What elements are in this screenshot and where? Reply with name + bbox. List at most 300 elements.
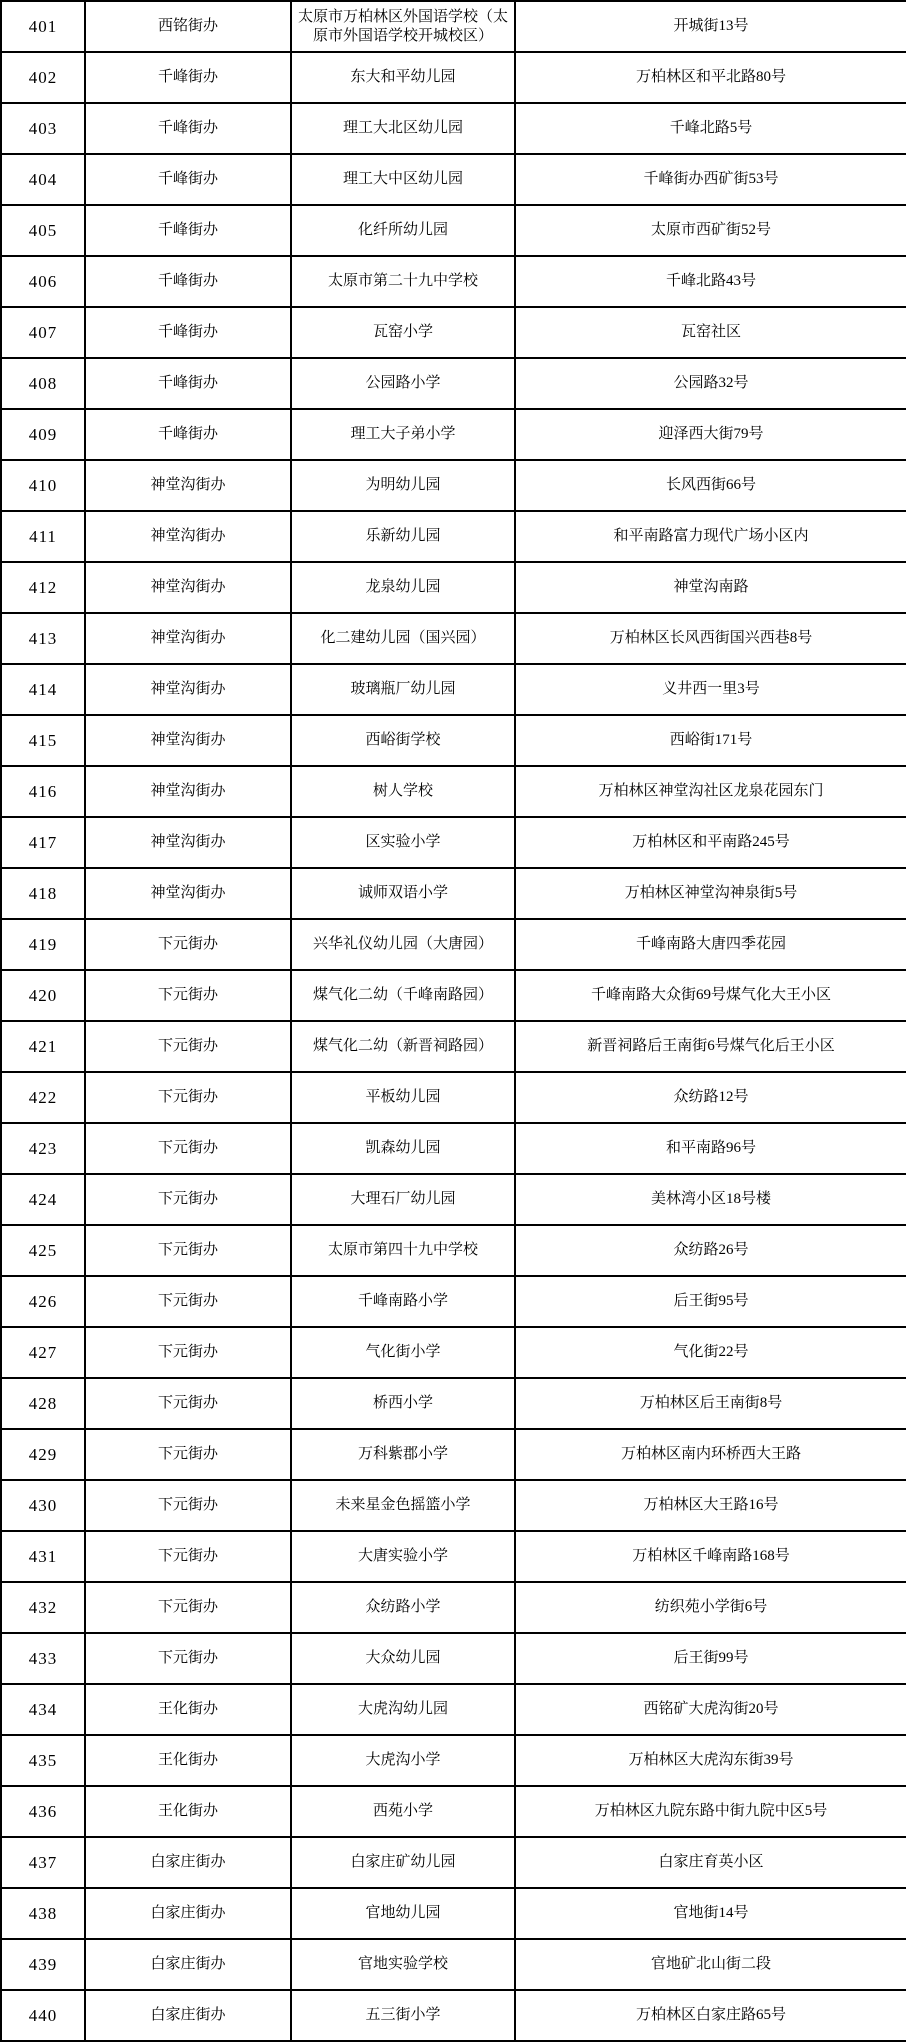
address-cell xyxy=(515,715,906,766)
school-name-cell xyxy=(291,613,515,664)
street-office-cell xyxy=(85,1072,291,1123)
row-number-cell-text: 406 xyxy=(28,272,58,291)
school-name-cell-text: 官地实验学校 xyxy=(357,1956,448,1972)
street-office-cell-text: 神堂沟街办 xyxy=(150,681,226,697)
row-number-cell xyxy=(1,205,85,256)
row-number-cell xyxy=(1,817,85,868)
street-office-cell xyxy=(85,1684,291,1735)
street-office-cell-text: 王化街办 xyxy=(157,1803,218,1819)
school-name-cell xyxy=(291,1684,515,1735)
street-office-cell xyxy=(85,1225,291,1276)
street-office-cell xyxy=(85,817,291,868)
row-number-cell xyxy=(1,409,85,460)
school-name-cell-text: 西苑小学 xyxy=(372,1803,433,1819)
address-cell xyxy=(515,358,906,409)
school-name-cell-text: 大唐实验小学 xyxy=(357,1548,448,1564)
row-number-cell-text: 410 xyxy=(28,476,58,495)
row-number-cell-text: 403 xyxy=(28,119,58,138)
address-cell-text: 义井西一里3号 xyxy=(662,681,760,697)
table-row xyxy=(1,715,906,766)
street-office-cell-text: 下元街办 xyxy=(157,1038,218,1054)
school-name-cell-text: 兴华礼仪幼儿园（大唐园） xyxy=(312,936,493,952)
row-number-cell xyxy=(1,1123,85,1174)
street-office-cell xyxy=(85,1837,291,1888)
street-office-cell xyxy=(85,1123,291,1174)
address-cell xyxy=(515,1633,906,1684)
row-number-cell xyxy=(1,256,85,307)
school-name-cell-text: 凯森幼儿园 xyxy=(365,1140,441,1156)
table-row xyxy=(1,1582,906,1633)
row-number-cell-text: 432 xyxy=(28,1598,58,1617)
row-number-cell-text: 407 xyxy=(28,323,58,342)
school-name-cell xyxy=(291,1225,515,1276)
school-name-cell-text: 万科紫郡小学 xyxy=(357,1446,448,1462)
street-office-cell-text: 神堂沟街办 xyxy=(150,477,226,493)
school-name-cell xyxy=(291,766,515,817)
street-office-cell xyxy=(85,1378,291,1429)
school-name-cell xyxy=(291,1174,515,1225)
street-office-cell-text: 下元街办 xyxy=(157,1089,218,1105)
row-number-cell xyxy=(1,511,85,562)
address-cell xyxy=(515,1735,906,1786)
address-cell-text: 神堂沟南路 xyxy=(673,579,749,595)
row-number-cell-text: 414 xyxy=(28,680,58,699)
address-cell-text: 西铭矿大虎沟街20号 xyxy=(643,1701,779,1717)
street-office-cell-text: 王化街办 xyxy=(157,1752,218,1768)
address-cell xyxy=(515,613,906,664)
school-name-cell xyxy=(291,358,515,409)
address-cell xyxy=(515,817,906,868)
street-office-cell xyxy=(85,562,291,613)
address-cell-text: 美林湾小区18号楼 xyxy=(650,1191,771,1207)
school-name-cell-text: 公园路小学 xyxy=(365,375,441,391)
school-name-cell-text: 平板幼儿园 xyxy=(365,1089,441,1105)
school-name-cell xyxy=(291,1582,515,1633)
row-number-cell-text: 409 xyxy=(28,425,58,444)
street-office-cell-text: 千峰街办 xyxy=(157,120,218,136)
street-office-cell-text: 千峰街办 xyxy=(157,426,218,442)
table-row xyxy=(1,1786,906,1837)
table-row xyxy=(1,205,906,256)
school-name-cell xyxy=(291,1276,515,1327)
school-name-cell-text: 桥西小学 xyxy=(372,1395,433,1411)
street-office-cell-text: 下元街办 xyxy=(157,1140,218,1156)
row-number-cell xyxy=(1,664,85,715)
street-office-cell-text: 千峰街办 xyxy=(157,171,218,187)
row-number-cell xyxy=(1,1,85,52)
row-number-cell xyxy=(1,613,85,664)
street-office-cell-text: 下元街办 xyxy=(157,1293,218,1309)
address-cell xyxy=(515,1480,906,1531)
address-cell xyxy=(515,460,906,511)
street-office-cell xyxy=(85,715,291,766)
row-number-cell-text: 438 xyxy=(28,1904,58,1923)
row-number-cell xyxy=(1,919,85,970)
school-name-cell-text: 气化街小学 xyxy=(365,1344,441,1360)
row-number-cell xyxy=(1,1174,85,1225)
school-name-cell xyxy=(291,52,515,103)
school-name-cell-text: 大虎沟幼儿园 xyxy=(357,1701,448,1717)
address-cell xyxy=(515,1837,906,1888)
address-cell-text: 太原市西矿街52号 xyxy=(650,222,771,238)
row-number-cell xyxy=(1,1735,85,1786)
address-cell-text: 和平南路96号 xyxy=(665,1140,756,1156)
street-office-cell-text: 白家庄街办 xyxy=(150,1905,226,1921)
table-row xyxy=(1,1531,906,1582)
street-office-cell-text: 西铭街办 xyxy=(157,18,218,34)
address-cell xyxy=(515,256,906,307)
row-number-cell xyxy=(1,1021,85,1072)
row-number-cell-text: 429 xyxy=(28,1445,58,1464)
row-number-cell xyxy=(1,1327,85,1378)
table-row xyxy=(1,1735,906,1786)
address-cell-text: 千峰南路大唐四季花园 xyxy=(635,936,786,952)
row-number-cell-text: 419 xyxy=(28,935,58,954)
table-row xyxy=(1,1123,906,1174)
address-cell xyxy=(515,52,906,103)
street-office-cell-text: 下元街办 xyxy=(157,987,218,1003)
row-number-cell-text: 439 xyxy=(28,1955,58,1974)
street-office-cell xyxy=(85,460,291,511)
address-cell xyxy=(515,664,906,715)
address-cell-text: 气化街22号 xyxy=(673,1344,749,1360)
street-office-cell-text: 下元街办 xyxy=(157,1242,218,1258)
address-cell xyxy=(515,1,906,52)
address-cell-text: 万柏林区和平南路245号 xyxy=(632,834,790,850)
table-row xyxy=(1,1174,906,1225)
school-table-body xyxy=(1,1,906,2041)
table-row xyxy=(1,52,906,103)
street-office-cell xyxy=(85,1735,291,1786)
street-office-cell-text: 下元街办 xyxy=(157,1446,218,1462)
address-cell-text: 万柏林区神堂沟社区龙泉花园东门 xyxy=(598,783,824,799)
row-number-cell-text: 424 xyxy=(28,1190,58,1209)
street-office-cell xyxy=(85,103,291,154)
row-number-cell-text: 435 xyxy=(28,1751,58,1770)
school-name-cell-text: 理工大中区幼儿园 xyxy=(342,171,463,187)
row-number-cell-text: 405 xyxy=(28,221,58,240)
table-row xyxy=(1,1276,906,1327)
address-cell-text: 瓦窑社区 xyxy=(680,324,741,340)
street-office-cell xyxy=(85,1786,291,1837)
street-office-cell xyxy=(85,1531,291,1582)
street-office-cell xyxy=(85,307,291,358)
row-number-cell xyxy=(1,103,85,154)
table-row xyxy=(1,1225,906,1276)
row-number-cell xyxy=(1,1939,85,1990)
school-name-cell-text: 化纤所幼儿园 xyxy=(357,222,448,238)
address-cell-text: 万柏林区大王路16号 xyxy=(643,1497,779,1513)
row-number-cell-text: 431 xyxy=(28,1547,58,1566)
school-name-cell xyxy=(291,919,515,970)
table-row xyxy=(1,1633,906,1684)
address-cell-text: 众纺路12号 xyxy=(673,1089,749,1105)
school-name-cell xyxy=(291,664,515,715)
school-name-cell-text: 众纺路小学 xyxy=(365,1599,441,1615)
street-office-cell xyxy=(85,205,291,256)
table-row xyxy=(1,1,906,52)
street-office-cell xyxy=(85,1633,291,1684)
row-number-cell-text: 418 xyxy=(28,884,58,903)
street-office-cell-text: 白家庄街办 xyxy=(150,2007,226,2023)
row-number-cell-text: 422 xyxy=(28,1088,58,1107)
address-cell-text: 万柏林区九院东路中街九院中区5号 xyxy=(594,1803,828,1819)
address-cell xyxy=(515,1939,906,1990)
row-number-cell xyxy=(1,1531,85,1582)
row-number-cell xyxy=(1,52,85,103)
school-name-cell-text: 煤气化二幼（千峰南路园） xyxy=(312,987,493,1003)
street-office-cell-text: 下元街办 xyxy=(157,1650,218,1666)
street-office-cell-text: 下元街办 xyxy=(157,936,218,952)
address-cell-text: 公园路32号 xyxy=(673,375,749,391)
street-office-cell xyxy=(85,1276,291,1327)
row-number-cell-text: 421 xyxy=(28,1037,58,1056)
row-number-cell xyxy=(1,1429,85,1480)
school-name-cell xyxy=(291,715,515,766)
school-name-cell xyxy=(291,409,515,460)
school-name-cell xyxy=(291,511,515,562)
street-office-cell-text: 神堂沟街办 xyxy=(150,783,226,799)
address-cell-text: 纺织苑小学街6号 xyxy=(654,1599,768,1615)
address-cell-text: 千峰南路大众街69号煤气化大王小区 xyxy=(590,987,831,1003)
school-name-cell xyxy=(291,1633,515,1684)
row-number-cell-text: 427 xyxy=(28,1343,58,1362)
school-name-cell xyxy=(291,970,515,1021)
row-number-cell-text: 436 xyxy=(28,1802,58,1821)
school-name-cell-text: 官地幼儿园 xyxy=(365,1905,441,1921)
school-name-cell-text: 化二建幼儿园（国兴园） xyxy=(320,630,486,646)
street-office-cell xyxy=(85,1888,291,1939)
street-office-cell xyxy=(85,613,291,664)
school-name-cell xyxy=(291,307,515,358)
address-cell-text: 白家庄育英小区 xyxy=(658,1854,764,1870)
street-office-cell xyxy=(85,919,291,970)
school-name-cell-text: 白家庄矿幼儿园 xyxy=(350,1854,456,1870)
address-cell xyxy=(515,103,906,154)
address-cell-text: 万柏林区大虎沟东街39号 xyxy=(628,1752,794,1768)
address-cell-text: 开城街13号 xyxy=(673,18,749,34)
school-name-cell xyxy=(291,154,515,205)
school-name-cell xyxy=(291,1735,515,1786)
school-name-cell xyxy=(291,205,515,256)
address-cell-text: 万柏林区和平北路80号 xyxy=(635,69,786,85)
address-cell-text: 千峰北路5号 xyxy=(669,120,753,136)
address-cell-text: 万柏林区后王南街8号 xyxy=(639,1395,783,1411)
school-name-cell-text: 大众幼儿园 xyxy=(365,1650,441,1666)
address-cell xyxy=(515,1582,906,1633)
school-name-cell xyxy=(291,1,515,52)
address-cell xyxy=(515,1786,906,1837)
school-name-cell-text: 乐新幼儿园 xyxy=(365,528,441,544)
row-number-cell-text: 402 xyxy=(28,68,58,87)
street-office-cell-text: 神堂沟街办 xyxy=(150,885,226,901)
table-row xyxy=(1,1021,906,1072)
row-number-cell xyxy=(1,1225,85,1276)
address-cell xyxy=(515,154,906,205)
school-name-cell-text: 树人学校 xyxy=(372,783,433,799)
street-office-cell xyxy=(85,1021,291,1072)
school-name-cell-text: 太原市第二十九中学校 xyxy=(327,273,478,289)
row-number-cell xyxy=(1,1378,85,1429)
street-office-cell xyxy=(85,511,291,562)
row-number-cell-text: 428 xyxy=(28,1394,58,1413)
school-name-cell xyxy=(291,1429,515,1480)
school-name-cell xyxy=(291,1837,515,1888)
school-name-cell xyxy=(291,1990,515,2041)
school-name-cell-text: 千峰南路小学 xyxy=(357,1293,448,1309)
street-office-cell-text: 神堂沟街办 xyxy=(150,528,226,544)
address-cell xyxy=(515,1276,906,1327)
street-office-cell-text: 千峰街办 xyxy=(157,375,218,391)
row-number-cell-text: 401 xyxy=(28,17,58,36)
row-number-cell-text: 437 xyxy=(28,1853,58,1872)
address-cell xyxy=(515,1888,906,1939)
school-name-cell xyxy=(291,1480,515,1531)
school-name-cell-text: 玻璃瓶厂幼儿园 xyxy=(350,681,456,697)
table-row xyxy=(1,868,906,919)
table-row xyxy=(1,358,906,409)
address-cell xyxy=(515,766,906,817)
school-name-cell xyxy=(291,817,515,868)
street-office-cell xyxy=(85,1327,291,1378)
address-cell-text: 官地街14号 xyxy=(673,1905,749,1921)
street-office-cell xyxy=(85,154,291,205)
row-number-cell-text: 420 xyxy=(28,986,58,1005)
table-row xyxy=(1,562,906,613)
street-office-cell-text: 下元街办 xyxy=(157,1344,218,1360)
street-office-cell xyxy=(85,52,291,103)
table-row xyxy=(1,613,906,664)
table-row xyxy=(1,154,906,205)
address-cell xyxy=(515,409,906,460)
street-office-cell xyxy=(85,970,291,1021)
school-name-cell-text: 区实验小学 xyxy=(365,834,441,850)
school-name-cell xyxy=(291,256,515,307)
row-number-cell xyxy=(1,1633,85,1684)
address-cell-text: 官地矿北山街二段 xyxy=(650,1956,771,1972)
street-office-cell xyxy=(85,868,291,919)
school-name-cell-text: 瓦窑小学 xyxy=(372,324,433,340)
school-name-cell xyxy=(291,1786,515,1837)
row-number-cell xyxy=(1,460,85,511)
school-name-cell-text: 太原市第四十九中学校 xyxy=(327,1242,478,1258)
school-name-cell-text: 为明幼儿园 xyxy=(365,477,441,493)
street-office-cell-text: 下元街办 xyxy=(157,1191,218,1207)
address-cell-text: 西峪街171号 xyxy=(669,732,753,748)
address-cell xyxy=(515,1072,906,1123)
school-name-cell xyxy=(291,1531,515,1582)
row-number-cell xyxy=(1,1276,85,1327)
address-cell xyxy=(515,511,906,562)
row-number-cell-text: 408 xyxy=(28,374,58,393)
school-name-cell xyxy=(291,1378,515,1429)
school-name-cell-text: 龙泉幼儿园 xyxy=(365,579,441,595)
row-number-cell xyxy=(1,154,85,205)
row-number-cell-text: 417 xyxy=(28,833,58,852)
school-name-cell xyxy=(291,1888,515,1939)
school-name-cell-text: 大虎沟小学 xyxy=(365,1752,441,1768)
table-row xyxy=(1,1939,906,1990)
street-office-cell xyxy=(85,256,291,307)
table-row xyxy=(1,409,906,460)
school-name-cell xyxy=(291,1123,515,1174)
row-number-cell-text: 425 xyxy=(28,1241,58,1260)
address-cell-text: 千峰北路43号 xyxy=(665,273,756,289)
row-number-cell xyxy=(1,1786,85,1837)
street-office-cell-text: 神堂沟街办 xyxy=(150,732,226,748)
row-number-cell-text: 426 xyxy=(28,1292,58,1311)
street-office-cell-text: 神堂沟街办 xyxy=(150,630,226,646)
street-office-cell-text: 王化街办 xyxy=(157,1701,218,1717)
street-office-cell xyxy=(85,1990,291,2041)
address-cell xyxy=(515,919,906,970)
address-cell xyxy=(515,205,906,256)
address-cell-text: 长风西街66号 xyxy=(665,477,756,493)
street-office-cell-text: 下元街办 xyxy=(157,1395,218,1411)
address-cell-text: 新晋祠路后王南街6号煤气化后王小区 xyxy=(587,1038,835,1054)
table-row xyxy=(1,919,906,970)
row-number-cell xyxy=(1,307,85,358)
row-number-cell-text: 433 xyxy=(28,1649,58,1668)
street-office-cell xyxy=(85,1480,291,1531)
row-number-cell xyxy=(1,715,85,766)
table-row xyxy=(1,1480,906,1531)
school-name-cell-text: 太原市万柏林区外国语学校（太原市外国语学校开城校区） xyxy=(297,8,508,44)
school-name-cell-text: 煤气化二幼（新晋祠路园） xyxy=(312,1038,493,1054)
school-name-cell xyxy=(291,460,515,511)
address-cell xyxy=(515,1123,906,1174)
table-row xyxy=(1,1429,906,1480)
address-cell-text: 后王街99号 xyxy=(673,1650,749,1666)
street-office-cell xyxy=(85,766,291,817)
street-office-cell xyxy=(85,1582,291,1633)
table-row xyxy=(1,511,906,562)
street-office-cell-text: 千峰街办 xyxy=(157,324,218,340)
table-row xyxy=(1,664,906,715)
school-name-cell-text: 五三街小学 xyxy=(365,2007,441,2023)
address-cell xyxy=(515,1225,906,1276)
address-cell-text: 千峰街办西矿街53号 xyxy=(643,171,779,187)
street-office-cell xyxy=(85,1429,291,1480)
school-name-cell xyxy=(291,1939,515,1990)
address-cell xyxy=(515,868,906,919)
address-cell-text: 和平南路富力现代广场小区内 xyxy=(613,528,809,544)
address-cell-text: 万柏林区白家庄路65号 xyxy=(635,2007,786,2023)
row-number-cell xyxy=(1,868,85,919)
address-cell xyxy=(515,1174,906,1225)
row-number-cell xyxy=(1,970,85,1021)
address-cell-text: 万柏林区长风西街国兴西巷8号 xyxy=(609,630,813,646)
row-number-cell-text: 440 xyxy=(28,2006,58,2025)
address-cell-text: 万柏林区南内环桥西大王路 xyxy=(620,1446,801,1462)
street-office-cell-text: 千峰街办 xyxy=(157,69,218,85)
address-cell xyxy=(515,307,906,358)
table-row xyxy=(1,307,906,358)
table-row xyxy=(1,256,906,307)
address-cell xyxy=(515,562,906,613)
street-office-cell-text: 白家庄街办 xyxy=(150,1956,226,1972)
row-number-cell xyxy=(1,1582,85,1633)
table-row xyxy=(1,817,906,868)
row-number-cell xyxy=(1,1990,85,2041)
street-office-cell xyxy=(85,409,291,460)
address-cell xyxy=(515,1021,906,1072)
school-name-cell-text: 理工大子弟小学 xyxy=(350,426,456,442)
address-cell xyxy=(515,1990,906,2041)
school-name-cell-text: 理工大北区幼儿园 xyxy=(342,120,463,136)
school-name-cell-text: 西峪街学校 xyxy=(365,732,441,748)
address-cell xyxy=(515,1327,906,1378)
